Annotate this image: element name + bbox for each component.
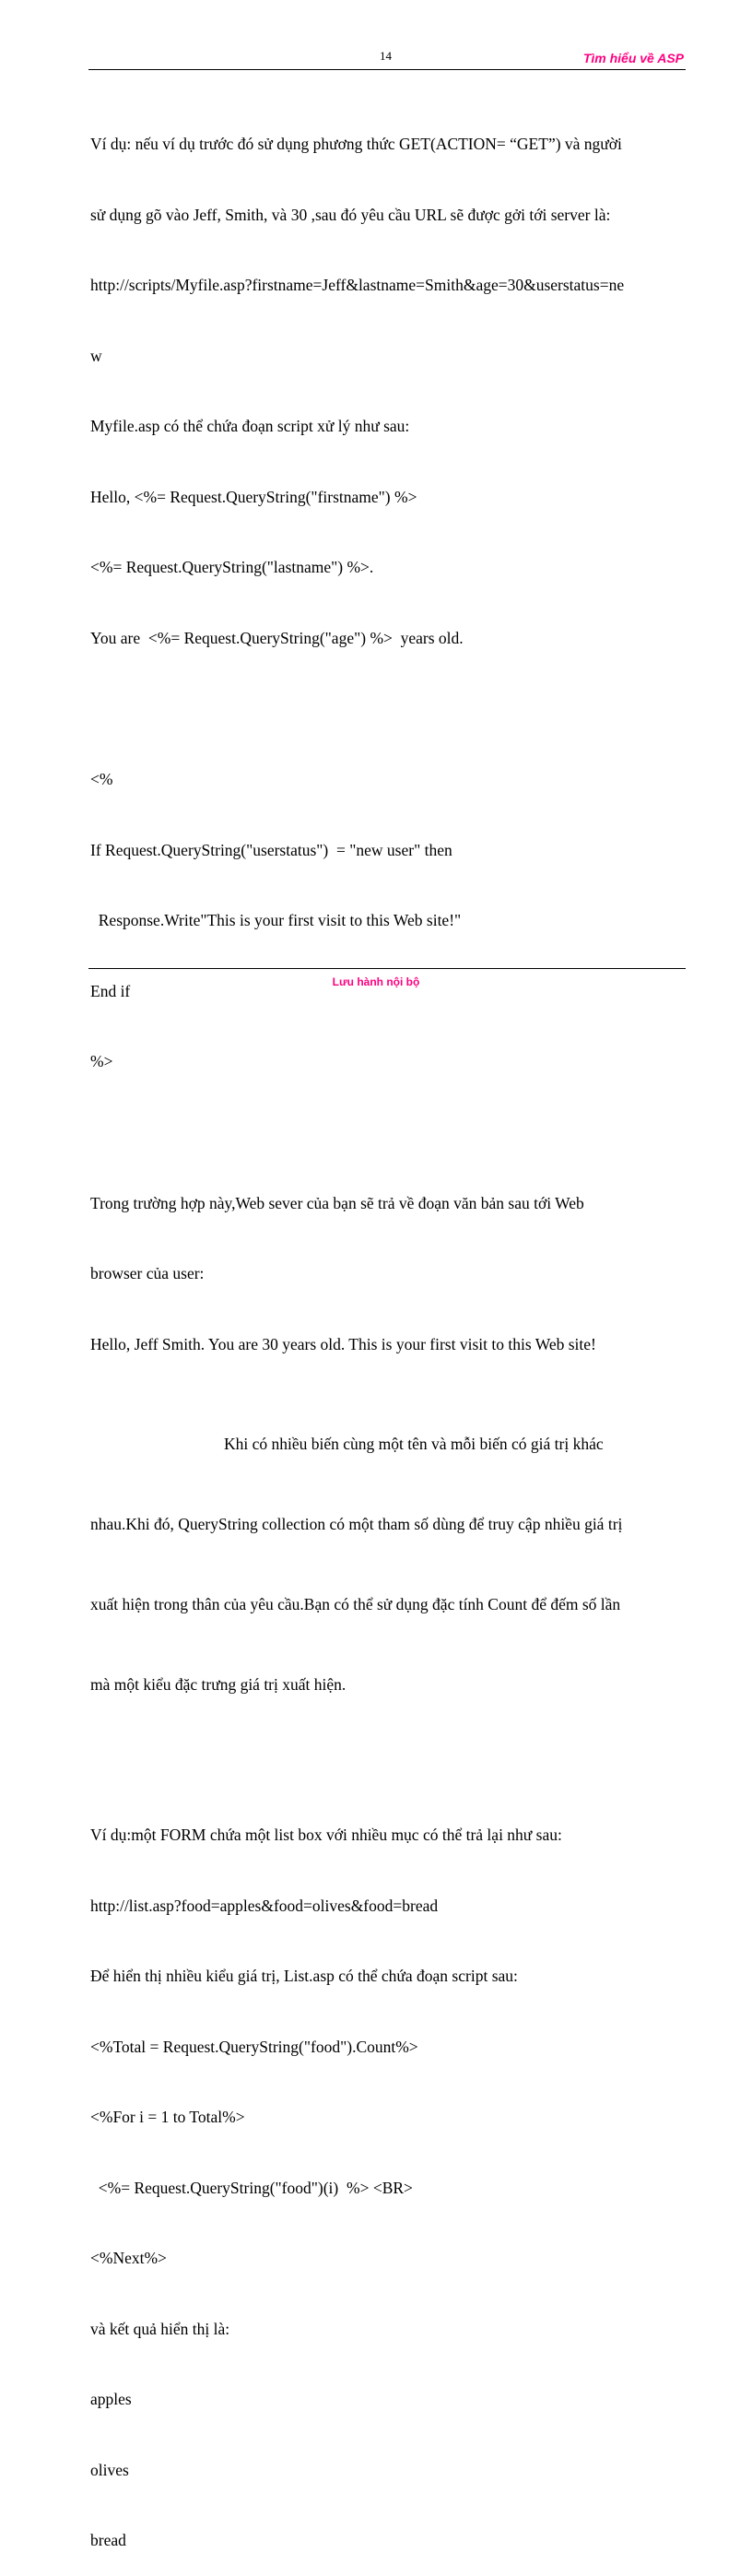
footer-divider (88, 968, 686, 969)
text-line: Ví dụ: nếu ví dụ trước đó sử dụng phương thức GET(ACTION= “GET”) và người (90, 135, 622, 153)
text-line: Để hiển thị nhiều kiểu giá trị, List.asp có thể chứa đoạn script sau: (90, 1967, 518, 1985)
code-line: <% (90, 770, 113, 788)
page-number: 14 (380, 49, 392, 63)
paragraph-line: Khi có nhiều biến cùng một tên và mỗi biến có giá trị khác (224, 1434, 604, 1453)
code-line: You are <%= Request.QueryString("age") %> years old. (90, 628, 464, 647)
text-line: Trong trường hợp này,Web sever của bạn sẽ trả về đoạn văn bản sau tới Web (90, 1193, 584, 1212)
code-line: End if (90, 981, 131, 1000)
code-line: If Request.QueryString("userstatus") = "new user" then (90, 840, 452, 859)
footer-text: Lưu hành nội bộ (332, 975, 420, 988)
text-line: http://list.asp?food=apples&food=olives&food=bread (90, 1896, 439, 1915)
text-line: Myfile.asp có thể chứa đoạn script xử lý như sau: (90, 417, 410, 435)
result-line: bread (90, 2531, 126, 2549)
paragraph-line: xuất hiện trong thân của yêu cầu.Bạn có thể sử dụng đặc tính Count để đếm số lần (90, 1594, 621, 1613)
result-line: apples (90, 2390, 132, 2408)
code-line: %> (90, 1052, 113, 1070)
header-title: Tìm hiểu về ASP (582, 51, 684, 65)
document-body (90, 86, 689, 2576)
text-line: w (90, 346, 102, 365)
text-line: và kết quả hiển thị là: (90, 2319, 230, 2338)
code-line: <%= Request.QueryString("lastname") %>. (90, 558, 374, 576)
code-line: <%For i = 1 to Total%> (90, 2108, 245, 2126)
text-line: Ví dụ:một FORM chứa một list box với nhiều mục có thể trả lại như sau: (90, 1826, 562, 1844)
code-line: <%Total = Request.QueryString("food").Count%> (90, 2037, 418, 2056)
blank-line (90, 1121, 689, 1145)
text-line: sử dụng gõ vào Jeff, Smith, và 30 ,sau đó yêu cầu URL sẽ được gởi tới server là: (90, 205, 611, 224)
paragraph-line: mà một kiểu đặc trưng giá trị xuất hiện. (90, 1674, 347, 1694)
text-line: browser của user: (90, 1264, 205, 1282)
code-line: <%= Request.QueryString("food")(i) %> <BR> (90, 2178, 413, 2197)
code-line: Hello, <%= Request.QueryString("firstname") %> (90, 487, 417, 506)
header-divider (88, 69, 686, 70)
result-line: olives (90, 2460, 129, 2479)
code-line: Response.Write"This is your first visit to this Web site!" (90, 911, 462, 929)
blank-line (90, 697, 689, 721)
text-line: Hello, Jeff Smith. You are 30 years old. This is your first visit to this Web site! (90, 1334, 596, 1353)
paragraph-line: nhau.Khi đó, QueryString collection có một tham số dùng để truy cập nhiều giá trị (90, 1514, 623, 1533)
text-line: http://scripts/Myfile.asp?firstname=Jeff&lastname=Smith&age=30&userstatus=ne (90, 276, 625, 294)
code-line: <%Next%> (90, 2249, 167, 2267)
